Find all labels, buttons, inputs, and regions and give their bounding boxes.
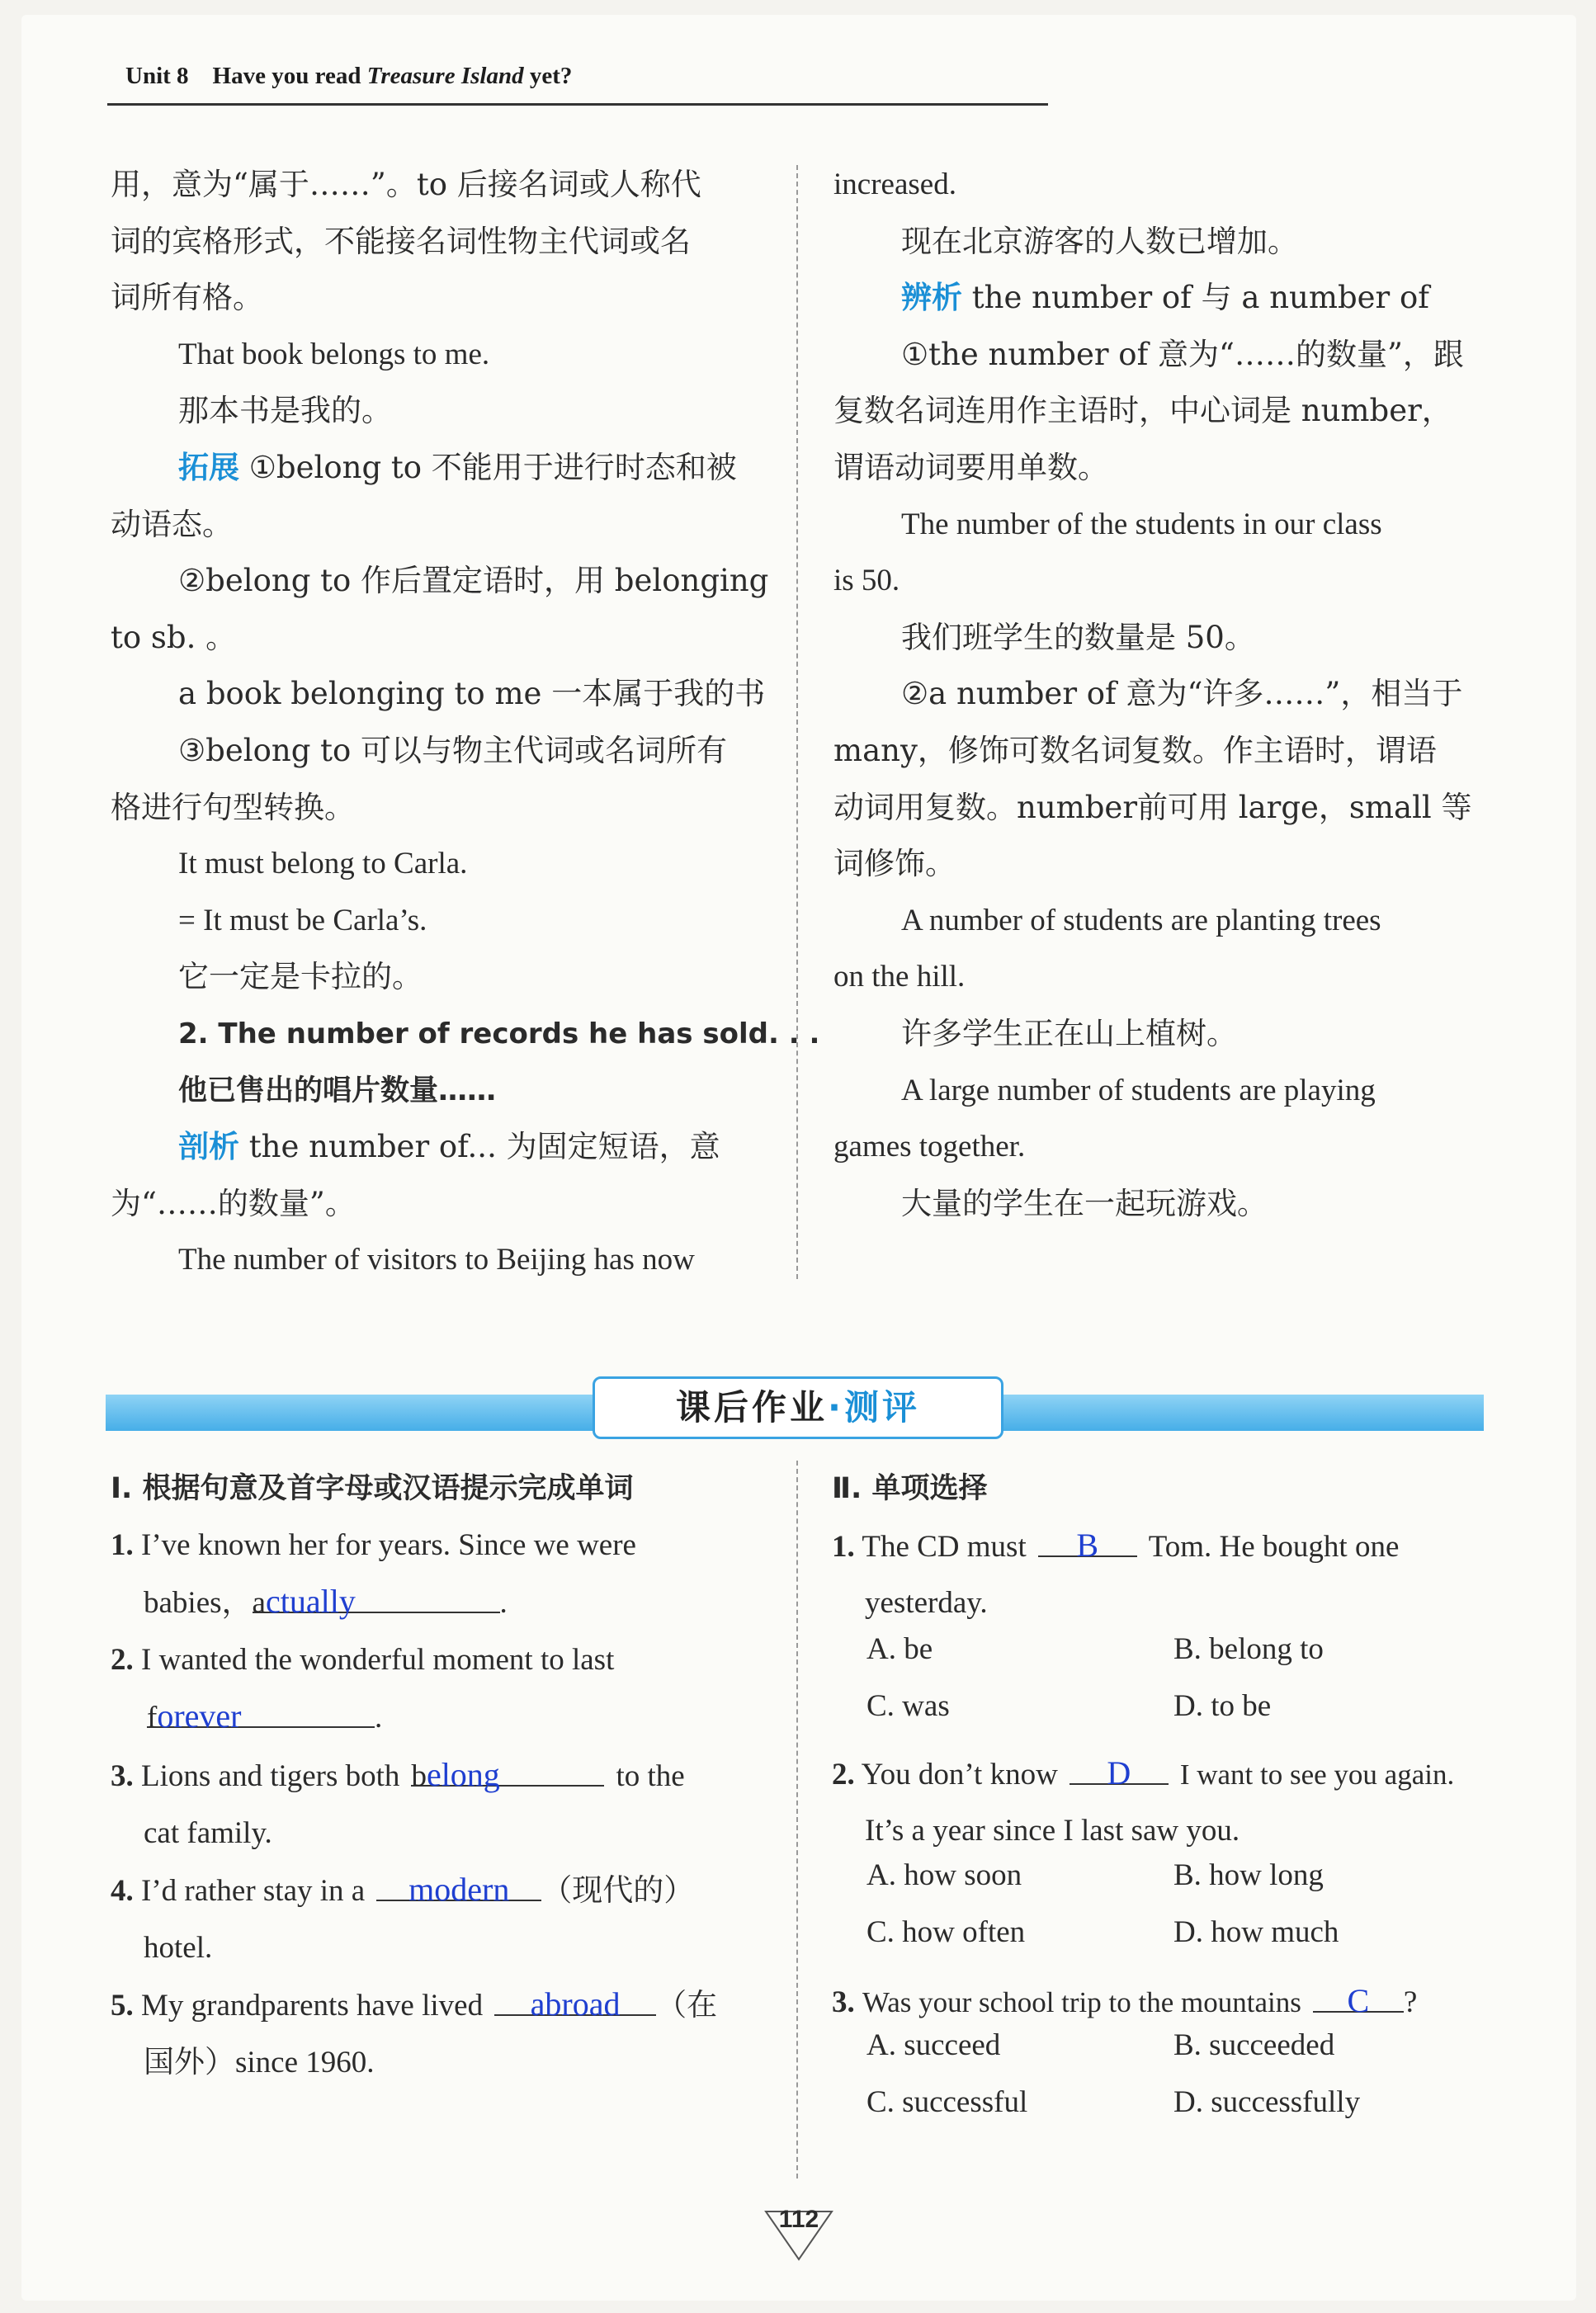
- option-b[interactable]: B. succeeded: [1173, 2028, 1335, 2062]
- answer-blank[interactable]: actually: [253, 1574, 500, 1613]
- option-d[interactable]: D. successfully: [1173, 2085, 1361, 2119]
- example-sentence: It must belong to Carla.: [178, 847, 468, 881]
- phrase-heading: 2. The number of records he has sold. . .: [178, 1017, 820, 1050]
- example-sentence: A large number of students are playing: [901, 1073, 1376, 1107]
- question-line: yesterday.: [865, 1586, 988, 1621]
- phrase-translation: 他已售出的唱片数量……: [178, 1074, 497, 1107]
- answer-blank[interactable]: abroad: [494, 1976, 656, 2016]
- example-sentence: games together.: [833, 1130, 1026, 1164]
- option-a[interactable]: A. how soon: [866, 1858, 1022, 1892]
- answer-blank[interactable]: modern: [376, 1862, 541, 1901]
- answer-blank[interactable]: forever: [147, 1688, 375, 1728]
- question: 1. The CD must B Tom. He bought one: [832, 1518, 1454, 1576]
- column-divider: [796, 165, 798, 1279]
- example-translation: 那本书是我的。: [178, 393, 392, 429]
- question: 2. You don’t know D I want to see you again.: [832, 1745, 1454, 1804]
- question-line: 国外）since 1960.: [144, 2045, 375, 2079]
- analyze-note: 剖析 the number of... 为固定短语，意: [178, 1129, 720, 1165]
- right-column: [833, 157, 1472, 1232]
- text-line: ②belong to 作后置定语时，用 belonging: [178, 563, 769, 599]
- text-line: increased.: [833, 168, 956, 201]
- question: 3. Was your school trip to the mountains C ?: [832, 1973, 1454, 2032]
- option-c[interactable]: C. was: [866, 1689, 950, 1723]
- page-number: 112: [758, 2195, 840, 2245]
- option-a[interactable]: A. succeed: [866, 2028, 1001, 2062]
- question-line: babies，actually .: [111, 1574, 717, 1632]
- column-divider: [796, 1461, 798, 2178]
- text-line: many，修饰可数名词复数。作主语时，谓语: [833, 732, 1437, 768]
- text-line: 格进行句型转换。: [111, 789, 355, 825]
- section-title: Ⅱ. 单项选择: [832, 1472, 988, 1505]
- question: 5. My grandparents have lived abroad （在: [111, 1976, 717, 2035]
- option-d[interactable]: D. to be: [1173, 1689, 1272, 1723]
- example-translation: 许多学生正在山上植树。: [901, 1015, 1237, 1051]
- example-sentence: That book belongs to me.: [178, 337, 490, 371]
- text-line: ①the number of 意为“……的数量”，跟: [901, 336, 1464, 372]
- question-line: It’s a year since I last saw you.: [865, 1814, 1240, 1848]
- option-b[interactable]: B. how long: [1173, 1858, 1324, 1892]
- example-sentence: is 50.: [833, 564, 900, 598]
- section-title: Ⅰ. 根据句意及首字母或汉语提示完成单词: [111, 1472, 634, 1505]
- option-c[interactable]: C. how often: [866, 1915, 1026, 1949]
- example-sentence: A number of students are planting trees: [901, 903, 1381, 937]
- option-d[interactable]: D. how much: [1173, 1915, 1339, 1949]
- text-line: 词修饰。: [833, 846, 956, 882]
- example-translation: 现在北京游客的人数已增加。: [901, 223, 1298, 259]
- example-sentence: = It must be Carla’s.: [178, 903, 427, 937]
- analyze-tag: 剖析: [178, 1129, 239, 1165]
- answer-blank[interactable]: C: [1313, 1973, 1404, 2013]
- text-line: to sb. 。: [111, 619, 237, 655]
- example-sentence: The number of visitors to Beijing has now: [178, 1243, 695, 1277]
- text-line: ②a number of 意为“许多……”，相当于: [901, 676, 1463, 712]
- answer-blank[interactable]: belong: [411, 1747, 604, 1787]
- question-line: hotel.: [144, 1930, 213, 1965]
- header-rule: [107, 103, 1048, 106]
- text-line: 词的宾格形式，不能接名词性物主代词或名: [111, 223, 691, 259]
- example-sentence: The number of the students in our class: [901, 507, 1382, 541]
- option-a[interactable]: A. be: [866, 1632, 933, 1666]
- option-b[interactable]: B. belong to: [1173, 1632, 1324, 1666]
- text-line: 复数名词连用作主语时，中心词是 number，: [833, 393, 1452, 429]
- question: 4. I’d rather stay in a modern （现代的）: [111, 1862, 717, 1920]
- page-header: Unit 8 Have you read Treasure Island yet?: [125, 63, 573, 89]
- answer-blank[interactable]: D: [1070, 1745, 1169, 1785]
- text-line: ③belong to 可以与物主代词或名词所有: [178, 732, 728, 768]
- question: 1. I’ve known her for years. Since we were: [111, 1527, 636, 1562]
- distinguish-tag: 辨析: [901, 280, 962, 316]
- section-banner: 课后作业·测评: [593, 1376, 1003, 1439]
- question: 2. I wanted the wonderful moment to last: [111, 1642, 615, 1677]
- text-line: 用，意为“属于……”。to 后接名词或人称代: [111, 167, 701, 202]
- text-line: 谓语动词要用单数。: [833, 449, 1108, 485]
- distinguish-note: 辨析 the number of 与 a number of: [901, 280, 1429, 316]
- example-sentence: on the hill.: [833, 960, 966, 994]
- answer-blank[interactable]: B: [1038, 1518, 1137, 1557]
- text-line: 动词用复数。number前可用 large，small 等: [833, 789, 1472, 825]
- text-line: 为“……的数量”。: [111, 1185, 356, 1221]
- expand-tag: 拓展: [178, 449, 239, 485]
- question: 3. Lions and tigers both belong to the: [111, 1747, 717, 1806]
- expand-note: 拓展 ①belong to 不能用于进行时态和被: [178, 449, 737, 485]
- example-translation: 我们班学生的数量是 50。: [901, 619, 1255, 655]
- section-fill-in: [111, 1461, 717, 2092]
- option-c[interactable]: C. successful: [866, 2085, 1028, 2119]
- text-line: a book belonging to me 一本属于我的书: [178, 676, 766, 712]
- text-line: 词所有格。: [111, 280, 263, 316]
- question-line: forever .: [111, 1688, 717, 1747]
- text-line: 动语态。: [111, 506, 233, 542]
- question-line: cat family.: [144, 1815, 272, 1850]
- example-translation: 大量的学生在一起玩游戏。: [901, 1185, 1268, 1221]
- example-translation: 它一定是卡拉的。: [178, 959, 423, 995]
- left-column: [111, 157, 819, 1289]
